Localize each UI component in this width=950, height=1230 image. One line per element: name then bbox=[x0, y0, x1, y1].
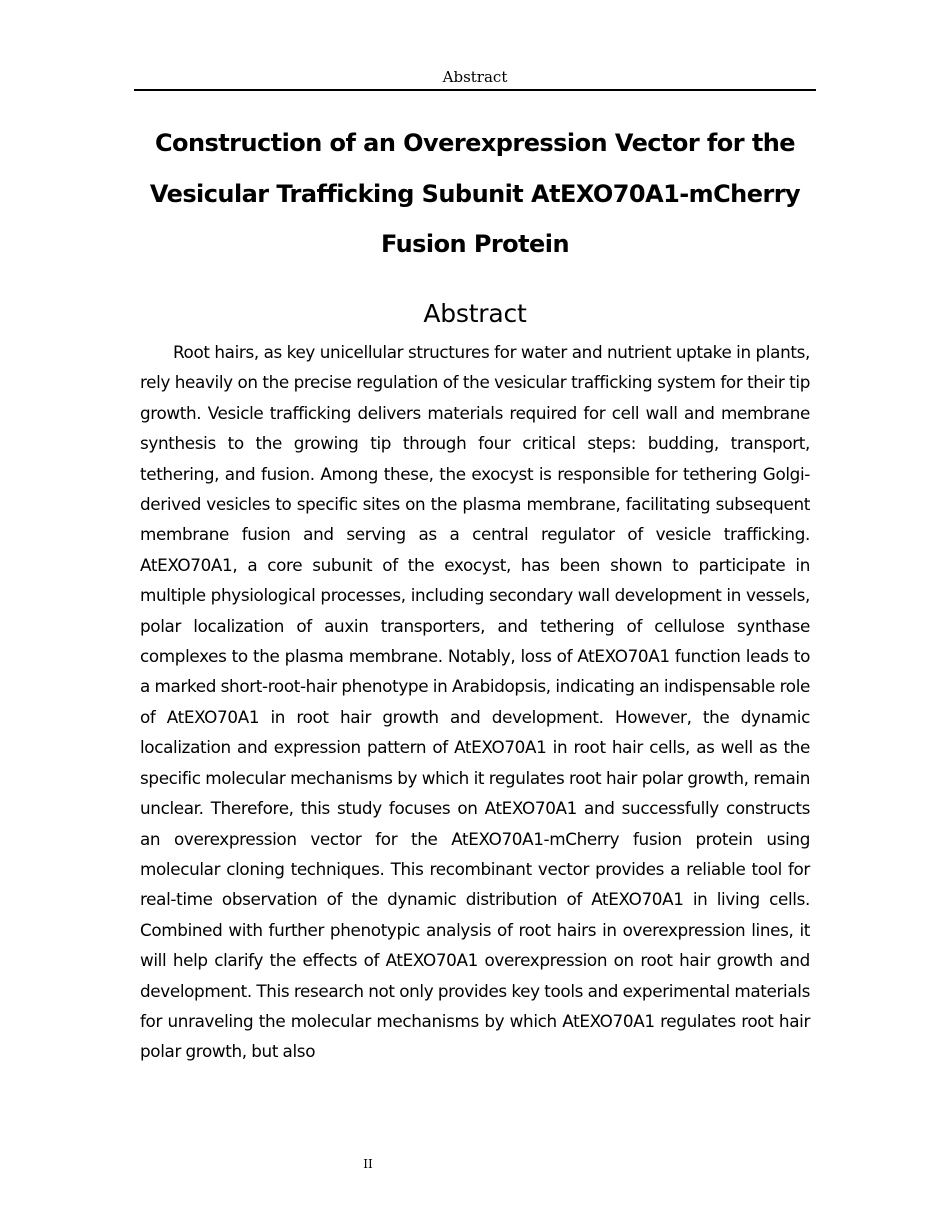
title-line-3: Fusion Protein bbox=[380, 230, 569, 258]
header-rule bbox=[134, 89, 816, 91]
abstract-body: Root hairs, as key unicellular structures for water and nutrient uptake in plants, rely heavily on the precise regulation of the vesicular trafficking system for their tip growth. Vesicle trafficking delivers materials required for cell wall and membrane synthesis to the growing tip through four critical steps: budding, transport, tethering, and fusion. Among these, the exocyst is responsible for tethering Golgi-derived vesicles to specific sites on the plasma membrane, facilitating subsequent membrane fusion and serving as a central regulator of vesicle trafficking. AtEXO70A1, a core subunit of the exocyst, has been shown to participate in multiple physiological processes, including secondary wall development in vessels, polar localization of auxin transporters, and tethering of cellulose synthase complexes to the plasma membrane. Notably, loss of AtEXO70A1 function leads to a marked short-root-hair phenotype in Arabidopsis, indicating an indispensable role of AtEXO70A1 in root hair growth and development. However, the dynamic localization and expression pattern of AtEXO70A1 in root hair cells, as well as the specific molecular mechanisms by which it regulates root hair polar growth, remain unclear. Therefore, this study focuses on AtEXO70A1 and successfully constructs an overexpression vector for the AtEXO70A1-mCherry fusion protein using molecular cloning techniques. This recombinant vector provides a reliable tool for real-time observation of the dynamic distribution of AtEXO70A1 in living cells. Combined with further phenotypic analysis of root hairs in overexpression lines, it will help clarify the effects of AtEXO70A1 overexpression on root hair growth and development. This research not only provides key tools and experimental materials for unraveling the molecular mechanisms by which AtEXO70A1 regulates root hair polar growth, but also bbox=[140, 342, 810, 1062]
running-header: Abstract bbox=[442, 68, 508, 86]
document-title bbox=[134, 118, 816, 270]
page-number: II bbox=[363, 1157, 373, 1171]
title-line-1: Construction of an Overexpression Vector for the bbox=[154, 129, 796, 157]
abstract-heading: Abstract bbox=[423, 299, 527, 328]
title-line-2: Vesicular Trafficking Subunit AtEXO70A1-mCherry bbox=[149, 179, 801, 208]
